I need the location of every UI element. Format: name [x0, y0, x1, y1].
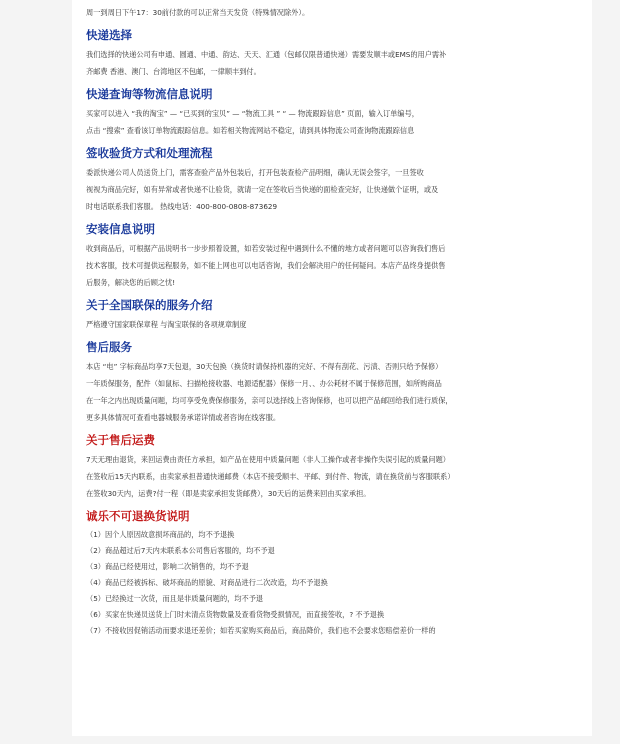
list-item: （7）不接收因促销活动而要求退还差价；如若买家购买商品后，商品降价，我们也不会要求您赔偿差价一样的: [86, 626, 436, 635]
section-line: 视视为商品完好，如有异常或者快递不让验货，就请一定在签收后当快递的面检查完好，让快递做个证明，或及: [86, 185, 439, 194]
section-installation: [86, 221, 586, 291]
section-line: 委派快递公司人员送货上门，需客查验产品外包装后，打开包装查检产品明细，确认无误会签字，一旦签收: [86, 168, 424, 177]
section-line: 严格遵守国家联保章程 与淘宝联保的各项规章制度: [86, 320, 247, 329]
list-item: （6）买家在快递员送货上门时未清点货物数量及查看货物受损情况，而直接签收，? 不予退换: [86, 610, 385, 619]
section-line: 时电话联系我们客服。 热线电话：400-800-0808-873629: [86, 202, 278, 211]
section-line: 齐邮费 香港、澳门、台湾地区不包邮，一律顺丰到付。: [86, 67, 261, 76]
section-title: 快递查询等物流信息说明: [86, 87, 213, 101]
section-title: 关于售后运费: [86, 433, 155, 447]
section-receipt-inspection: [86, 145, 586, 215]
section-line: 技术客服，技术可提供远程服务，如不能上网也可以电话咨询，我们会解决用户的任何疑问。本店产品终身提供售: [86, 261, 446, 270]
section-line: 在签收后15天内联系，由卖家承担普通快递邮费（本店不接受顺丰、平邮、到付件、物流，请在换货前与客服联系）: [86, 472, 455, 481]
section-after-sales: [86, 339, 586, 426]
section-line: 我们选择的快递公司有申通、圆通、中通、韵达、天天、汇通（包邮仅限普通快递）需要发顺丰或EMS的用户需补: [86, 50, 447, 59]
list-item: （1）因个人原因故意损坏商品的，均不予退换: [86, 530, 235, 539]
section-line: 更多具体情况可查看电器城服务承诺详情或者咨询在线客服。: [86, 413, 281, 422]
list-item: （2）商品超过后7天内未联系本公司售后客服的，均不予退: [86, 546, 275, 555]
section-line: 7天无理由退货，来回运费由责任方承担，如产品在使用中质量问题（非人工操作或者非操作失误引起的质量问题）: [86, 455, 450, 464]
section-non-returnable: [86, 508, 586, 639]
section-title: 诚乐不可退换货说明: [86, 509, 190, 523]
section-national-warranty: [86, 297, 586, 333]
section-line: 点击 “搜索” 查看该订单物流跟踪信息。如若相关物流网站不稳定，请到具体物流公司查询物流跟踪信息: [86, 126, 415, 135]
intro-text: 周一到周日下午17：30前付款的可以正常当天发货（特殊情况除外）。: [86, 8, 310, 17]
section-title: 快递选择: [86, 28, 132, 42]
section-express-choice: [86, 27, 586, 80]
section-line: 收到商品后，可根据产品说明书一步步照着设置，如若安装过程中遇到什么不懂的地方或者问题可以咨询我们售后: [86, 244, 446, 253]
section-return-shipping: [86, 432, 586, 502]
section-title: 签收验货方式和处理流程: [86, 146, 213, 160]
section-logistics-query: [86, 86, 586, 139]
list-item: （5）已经换过一次货，而且是非质量问题的，均不予退: [86, 594, 264, 603]
section-title: 售后服务: [86, 340, 132, 354]
section-line: 后服务，解决您的后顾之忧!: [86, 278, 176, 287]
list-item: （4）商品已经被拆标、破坏商品的原貌、对商品进行二次改造，均不予退换: [86, 578, 328, 587]
list-item: （3）商品已经使用过，影响二次销售的，均不予退: [86, 562, 249, 571]
section-line: 本店 “电” 字标商品均享7天包退，30天包换（换货时请保持机器的完好、不得有刮花、污渍、否则只给予保修）: [86, 362, 443, 371]
section-line: 在签收30天内，运费?付一程（即是卖家承担发货邮费），30天后的运费来回由买家承担。: [86, 489, 371, 498]
section-line: 买家可以进入 “我的淘宝” — “已买到的宝贝” — “物流工具 ” “ — 物流跟踪信息” 页面，输入订单编号，: [86, 109, 419, 118]
policy-content: [86, 4, 586, 639]
section-title: 安装信息说明: [86, 222, 155, 236]
section-line: 一年质保服务，配件（如鼠标、扫描枪接收器、电源适配器）保修一月、、办公耗材不属于保修范围，如所购商品: [86, 379, 442, 388]
section-line: 在一年之内出现质量问题，均可享受免费保修服务，亲可以选择线上咨询保修，也可以把产品邮回给我们进行质保，: [86, 396, 453, 405]
section-title: 关于全国联保的服务介绍: [86, 298, 213, 312]
